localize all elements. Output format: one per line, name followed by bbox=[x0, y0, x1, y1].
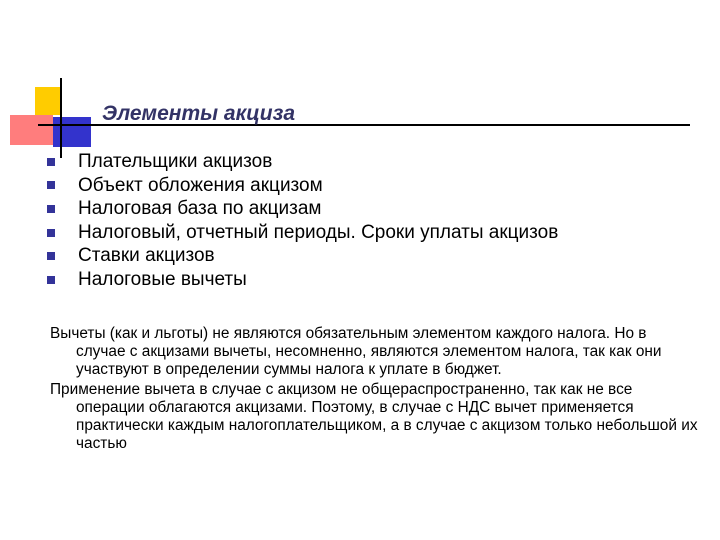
bullet-item bbox=[45, 244, 558, 268]
bullet-text: Ставки акцизов bbox=[78, 245, 215, 267]
body-paragraph: Вычеты (как и льготы) не являются обязательным элементом каждого налога. Но в случае с акцизами вычеты, несомненно, являются элементом налога, так как они участвуют в определении суммы налога к уплате в бюджет. bbox=[50, 325, 662, 378]
red-square-decoration bbox=[10, 115, 53, 145]
bullet-text: Объект обложения акцизом bbox=[78, 174, 323, 196]
bullet-text: Налоговые вычеты bbox=[78, 268, 247, 290]
body-paragraph: Применение вычета в случае с акцизом не общераспространенно, так как не все операции облагаются акцизами. Поэтому, в случае с НДС вычет применяется практически каждым налогоплательщиком, а в случае с акцизом только небольшой их частью bbox=[50, 381, 698, 452]
vertical-line-decoration bbox=[60, 78, 62, 158]
slide-title: Элементы акциза bbox=[102, 102, 296, 125]
square-bullet-icon bbox=[47, 252, 55, 260]
bullet-item bbox=[45, 150, 558, 174]
body-text bbox=[50, 325, 700, 455]
square-bullet-icon bbox=[47, 276, 55, 284]
bullet-item bbox=[45, 197, 558, 221]
square-bullet-icon bbox=[47, 229, 55, 237]
bullet-list bbox=[45, 150, 558, 292]
bullet-item bbox=[45, 174, 558, 198]
square-bullet-icon bbox=[47, 181, 55, 189]
bullet-item bbox=[45, 221, 558, 245]
yellow-square-decoration bbox=[35, 87, 62, 115]
bullet-text: Налоговая база по акцизам bbox=[78, 198, 322, 220]
bullet-item bbox=[45, 268, 558, 292]
blue-square-decoration bbox=[53, 117, 91, 147]
square-bullet-icon bbox=[47, 158, 55, 166]
bullet-text: Налоговый, отчетный периоды. Сроки уплаты акцизов bbox=[78, 221, 559, 243]
bullet-text: Плательщики акцизов bbox=[78, 151, 273, 172]
square-bullet-icon bbox=[47, 205, 55, 213]
